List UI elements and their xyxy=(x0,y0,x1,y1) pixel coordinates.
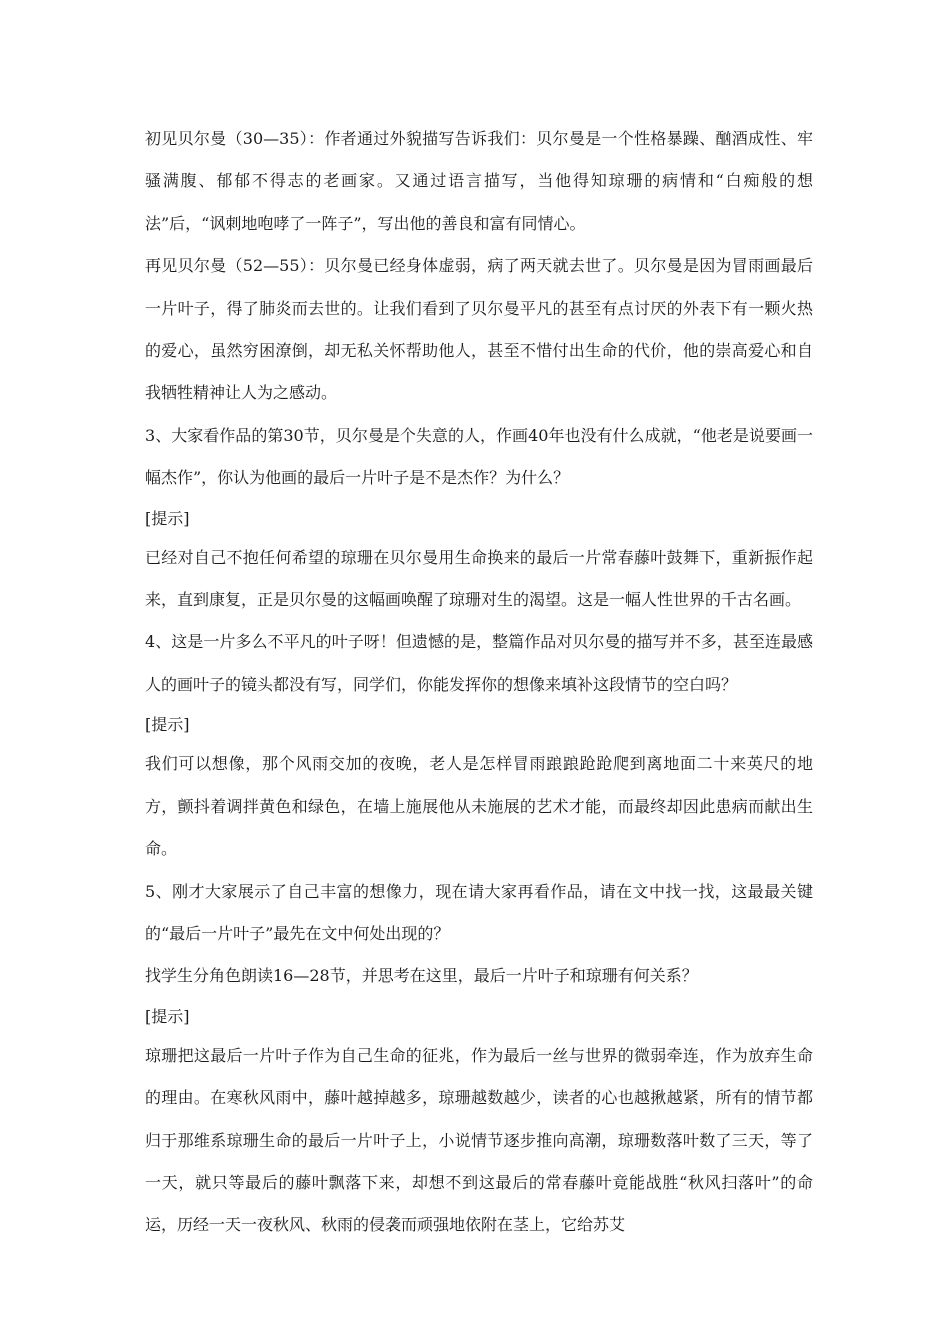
paragraph-second-appearance: 再见贝尔曼（52—55）：贝尔曼已经身体虚弱，病了两天就去世了。贝尔曼是因为冒雨画最后一片叶子，得了肺炎而去世的。让我们看到了贝尔曼平凡的甚至有点讨厌的外表下有一颗火热的爱心，虽然穷困潦倒，却无私关怀帮助他人，甚至不惜付出生命的代价，他的崇高爱心和自我牺牲精神让人为之感动。 xyxy=(145,256,813,403)
paragraph-first-appearance: 初见贝尔曼（30—35）：作者通过外貌描写告诉我们：贝尔曼是一个性格暴躁、酗酒成性、牢骚满腹、郁郁不得志的老画家。又通过语言描写，当他得知琼珊的病情和“白痴般的想法”后，“讽刺地咆哮了一阵子”，写出他的善良和富有同情心。 xyxy=(145,129,813,233)
hint-label: [提示] xyxy=(145,715,190,735)
question-5: 5、刚才大家展示了自己丰富的想像力，现在请大家再看作品，请在文中找一找，这最最关键的“最后一片叶子”最先在文中何处出现的？ xyxy=(145,881,813,943)
hint-label: [提示] xyxy=(145,508,190,528)
reading-instruction: 找学生分角色朗读16—28节，并思考在这里，最后一片叶子和琼珊有何关系？ xyxy=(145,966,698,986)
hint-answer-3: 已经对自己不抱任何希望的琼珊在贝尔曼用生命换来的最后一片常春藤叶鼓舞下，重新振作起来，直到康复，正是贝尔曼的这幅画唤醒了琼珊对生的渴望。这是一幅人性世界的千古名画。 xyxy=(145,547,813,610)
question-3: 3、大家看作品的第30节，贝尔曼是个失意的人，作画40年也没有什么成就，“他老是说要画一幅杰作”，你认为他画的最后一片叶子是不是杰作？为什么？ xyxy=(145,425,813,488)
hint-label: [提示] xyxy=(145,1006,190,1026)
document-body xyxy=(145,118,813,1247)
hint-answer-4: 我们可以想像，那个风雨交加的夜晚，老人是怎样冒雨踉踉跄跄爬到离地面二十来英尺的地方，颤抖着调拌黄色和绿色，在墙上施展他从未施展的艺术才能，而最终却因此患病而献出生命。 xyxy=(145,754,813,859)
question-4: 4、这是一片多么不平凡的叶子呀！但遗憾的是，整篇作品对贝尔曼的描写并不多，甚至连最感人的画叶子的镜头都没有写，同学们，你能发挥你的想像来填补这段情节的空白吗？ xyxy=(145,632,813,694)
hint-answer-5: 琼珊把这最后一片叶子作为自己生命的征兆，作为最后一丝与世界的微弱牵连，作为放弃生命的理由。在寒秋风雨中，藤叶越掉越多，琼珊越数越少，读者的心也越揪越紧，所有的情节都归于那维系琼珊生命的最后一片叶子上，小说情节逐步推向高潮，琼珊数落叶数了三天，等了一天，就只等最后的藤叶飘落下来，却想不到这最后的常春藤叶竟能战胜“秋风扫落叶”的命运，历经一天一夜秋风、秋雨的侵袭而顽强地依附在茎上，它给苏艾 xyxy=(145,1045,813,1235)
